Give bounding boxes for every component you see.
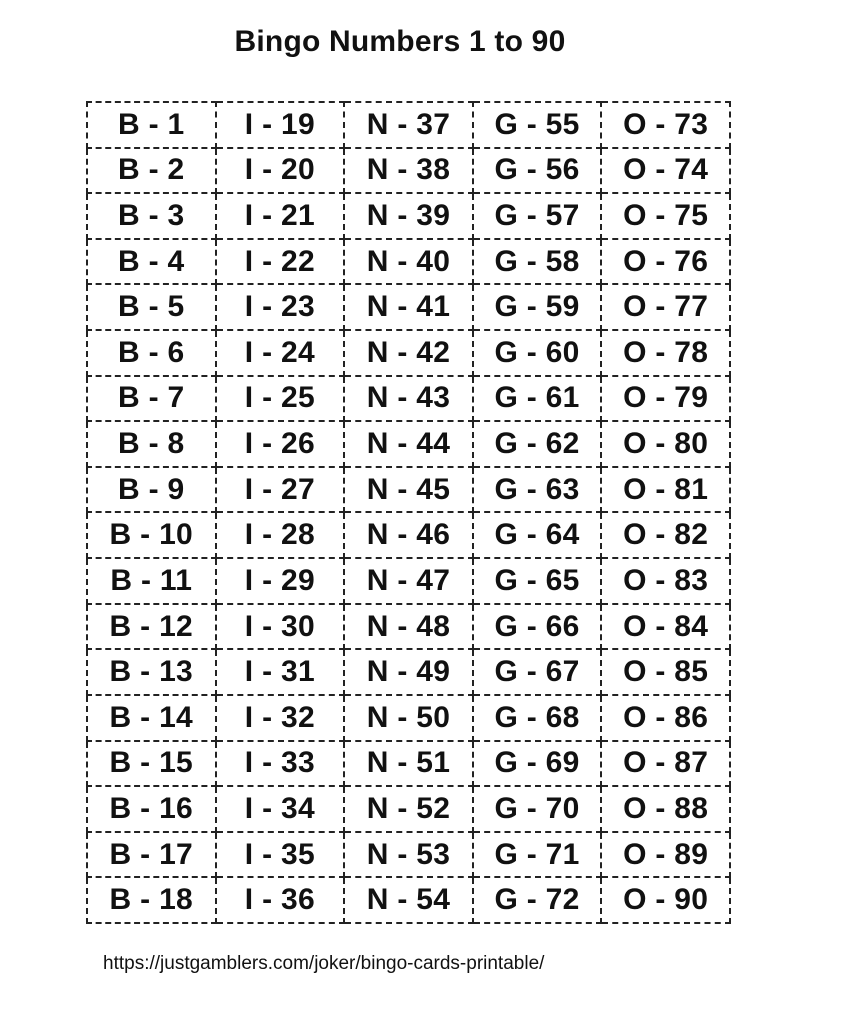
bingo-cell-o: O - 84 (601, 604, 730, 650)
bingo-cell-i: I - 19 (216, 102, 345, 148)
bingo-cell-n: N - 52 (344, 786, 473, 832)
bingo-cell-i: I - 20 (216, 148, 345, 194)
bingo-cell-i: I - 27 (216, 467, 345, 513)
bingo-cell-g: G - 61 (473, 376, 602, 422)
bingo-cell-n: N - 39 (344, 193, 473, 239)
table-row (87, 877, 730, 923)
footer-url: https://justgamblers.com/joker/bingo-cards-printable/ (103, 953, 545, 974)
bingo-cell-i: I - 29 (216, 558, 345, 604)
bingo-cell-i: I - 35 (216, 832, 345, 878)
bingo-cell-b: B - 2 (87, 148, 216, 194)
bingo-cell-g: G - 64 (473, 512, 602, 558)
bingo-cell-n: N - 47 (344, 558, 473, 604)
bingo-cell-o: O - 80 (601, 421, 730, 467)
bingo-cell-o: O - 88 (601, 786, 730, 832)
bingo-cell-o: O - 79 (601, 376, 730, 422)
table-row (87, 832, 730, 878)
bingo-cell-b: B - 6 (87, 330, 216, 376)
bingo-cell-o: O - 90 (601, 877, 730, 923)
bingo-cell-o: O - 87 (601, 741, 730, 787)
table-row (87, 512, 730, 558)
bingo-cell-n: N - 38 (344, 148, 473, 194)
bingo-cell-o: O - 78 (601, 330, 730, 376)
bingo-cell-b: B - 17 (87, 832, 216, 878)
table-row (87, 558, 730, 604)
table-row (87, 330, 730, 376)
table-row (87, 786, 730, 832)
bingo-cell-n: N - 53 (344, 832, 473, 878)
bingo-cell-n: N - 45 (344, 467, 473, 513)
bingo-cell-i: I - 24 (216, 330, 345, 376)
bingo-cell-i: I - 22 (216, 239, 345, 285)
bingo-cell-n: N - 50 (344, 695, 473, 741)
bingo-cell-o: O - 73 (601, 102, 730, 148)
bingo-cell-b: B - 7 (87, 376, 216, 422)
bingo-cell-i: I - 34 (216, 786, 345, 832)
page-title: Bingo Numbers 1 to 90 (234, 25, 566, 58)
table-row (87, 193, 730, 239)
bingo-cell-b: B - 10 (87, 512, 216, 558)
bingo-cell-o: O - 82 (601, 512, 730, 558)
table-row (87, 284, 730, 330)
bingo-cell-i: I - 26 (216, 421, 345, 467)
table-row (87, 421, 730, 467)
bingo-cell-b: B - 8 (87, 421, 216, 467)
bingo-cell-b: B - 5 (87, 284, 216, 330)
bingo-cell-b: B - 4 (87, 239, 216, 285)
bingo-cell-n: N - 41 (344, 284, 473, 330)
table-row (87, 376, 730, 422)
bingo-cell-b: B - 18 (87, 877, 216, 923)
bingo-cell-i: I - 33 (216, 741, 345, 787)
bingo-cell-o: O - 83 (601, 558, 730, 604)
table-row (87, 239, 730, 285)
table-row (87, 467, 730, 513)
bingo-cell-i: I - 31 (216, 649, 345, 695)
table-row (87, 649, 730, 695)
bingo-cell-g: G - 66 (473, 604, 602, 650)
bingo-cell-n: N - 54 (344, 877, 473, 923)
bingo-cell-g: G - 72 (473, 877, 602, 923)
bingo-cell-o: O - 75 (601, 193, 730, 239)
table-row (87, 102, 730, 148)
table-row (87, 148, 730, 194)
bingo-cell-o: O - 74 (601, 148, 730, 194)
bingo-cell-g: G - 58 (473, 239, 602, 285)
bingo-cell-b: B - 16 (87, 786, 216, 832)
bingo-cell-n: N - 37 (344, 102, 473, 148)
bingo-cell-i: I - 23 (216, 284, 345, 330)
bingo-cell-o: O - 86 (601, 695, 730, 741)
bingo-cell-o: O - 77 (601, 284, 730, 330)
bingo-cell-o: O - 89 (601, 832, 730, 878)
bingo-cell-n: N - 40 (344, 239, 473, 285)
bingo-cell-g: G - 71 (473, 832, 602, 878)
bingo-cell-n: N - 42 (344, 330, 473, 376)
bingo-cell-o: O - 76 (601, 239, 730, 285)
bingo-cell-g: G - 56 (473, 148, 602, 194)
bingo-cell-b: B - 14 (87, 695, 216, 741)
bingo-cell-b: B - 15 (87, 741, 216, 787)
bingo-cell-i: I - 28 (216, 512, 345, 558)
bingo-cell-b: B - 1 (87, 102, 216, 148)
bingo-cell-i: I - 30 (216, 604, 345, 650)
bingo-cell-g: G - 60 (473, 330, 602, 376)
bingo-numbers-table (86, 101, 731, 924)
bingo-cell-g: G - 65 (473, 558, 602, 604)
bingo-cell-n: N - 51 (344, 741, 473, 787)
table-row (87, 604, 730, 650)
bingo-cell-g: G - 55 (473, 102, 602, 148)
bingo-cell-b: B - 11 (87, 558, 216, 604)
table-row (87, 741, 730, 787)
bingo-cell-i: I - 21 (216, 193, 345, 239)
bingo-cell-i: I - 32 (216, 695, 345, 741)
bingo-cell-b: B - 3 (87, 193, 216, 239)
bingo-cell-g: G - 63 (473, 467, 602, 513)
bingo-cell-g: G - 70 (473, 786, 602, 832)
bingo-cell-g: G - 59 (473, 284, 602, 330)
bingo-cell-g: G - 68 (473, 695, 602, 741)
bingo-cell-n: N - 44 (344, 421, 473, 467)
table-row (87, 695, 730, 741)
bingo-cell-i: I - 25 (216, 376, 345, 422)
bingo-table-body (87, 102, 730, 923)
bingo-cell-n: N - 43 (344, 376, 473, 422)
bingo-cell-b: B - 9 (87, 467, 216, 513)
bingo-cell-o: O - 85 (601, 649, 730, 695)
bingo-cell-b: B - 13 (87, 649, 216, 695)
bingo-cell-n: N - 46 (344, 512, 473, 558)
bingo-cell-b: B - 12 (87, 604, 216, 650)
bingo-cell-g: G - 57 (473, 193, 602, 239)
bingo-cell-g: G - 67 (473, 649, 602, 695)
bingo-cell-i: I - 36 (216, 877, 345, 923)
bingo-cell-o: O - 81 (601, 467, 730, 513)
bingo-cell-g: G - 62 (473, 421, 602, 467)
bingo-cell-n: N - 49 (344, 649, 473, 695)
bingo-cell-g: G - 69 (473, 741, 602, 787)
bingo-cell-n: N - 48 (344, 604, 473, 650)
